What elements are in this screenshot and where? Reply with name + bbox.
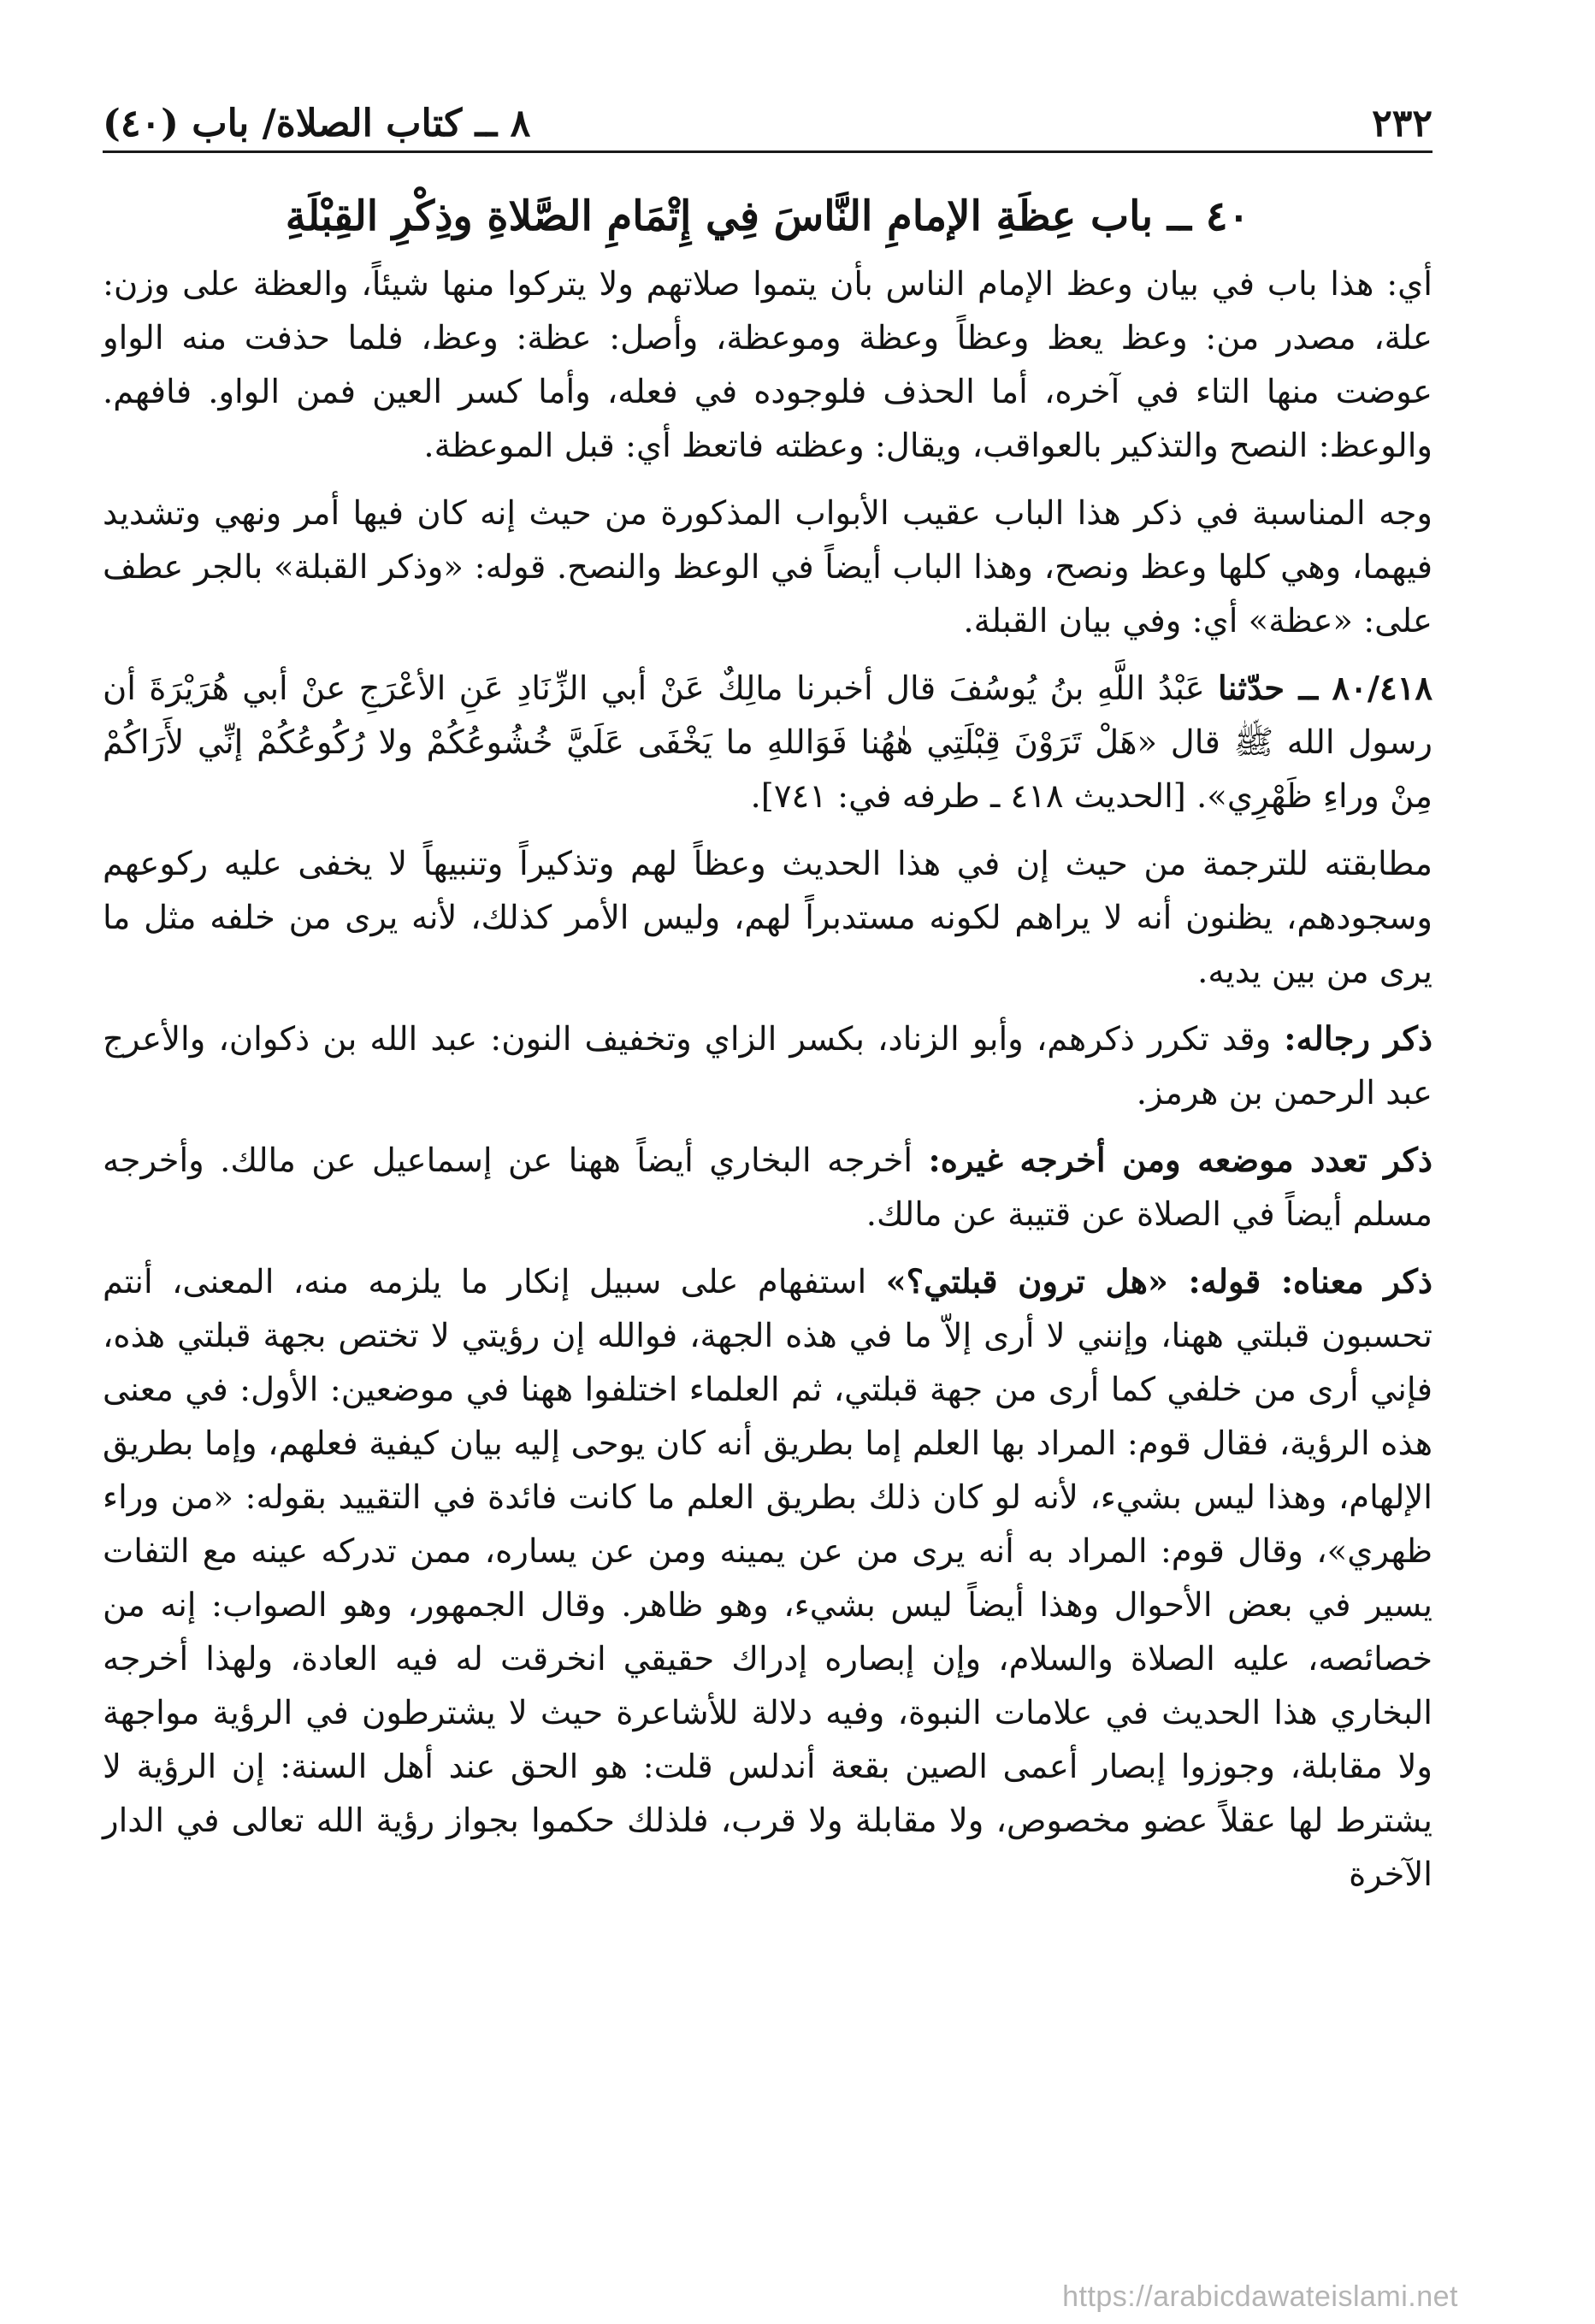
paragraph-meaning <box>103 1255 1433 1902</box>
paragraph-sources <box>103 1134 1433 1242</box>
paragraph-text: مطابقته للترجمة من حيث إن في هذا الحديث وعظاً لهم وتذكيراً وتنبيهاً لا يخفى عليه ركوعهم وسجودهم، يظنون أنه لا يراهم لكونه مستدبراً لهم، وليس الأمر كذلك، لأنه يرى من خلفه مثل ما يرى من بين يديه. <box>103 845 1433 991</box>
chapter-title: ٤٠ ــ باب عِظَةِ الإمامِ النَّاسَ فِي إِتْمَامِ الصَّلاةِ وذِكْرِ القِبْلَةِ <box>285 192 1250 240</box>
paragraph-text: استفهام على سبيل إنكار ما يلزمه منه، المعنى، أنتم تحسبون قبلتي ههنا، وإنني لا أرى إلاّ ما في هذه الجهة، فوالله إن رؤيتي لا تختص بجهة قبلتي هذه، فإني أرى من خلفي كما أرى من جهة قبلتي، ثم العلماء اختلفوا ههنا في موضعين: الأول: في معنى هذه الرؤية، فقال قوم: المراد بها العلم إما بطريق أنه كان يوحى إليه بيان كيفية فعلهم، وإما بطريق الإلهام، وهذا ليس بشيء، لأنه لو كان ذلك بطريق العلم ما كانت فائدة في التقييد بقوله: «من وراء ظهري»، وقال قوم: المراد به أنه يرى من عن يمينه ومن عن يساره، ممن تدركه عينه مع التفات يسير في بعض الأحوال وهذا أيضاً ليس بشيء، وهو ظاهر. وقال الجمهور، وهو الصواب: إنه من خصائصه، عليه الصلاة والسلام، وإن إبصاره إدراك حقيقي انخرقت له فيه العادة، ولهذا أخرجه البخاري هذا الحديث في علامات النبوة، وفيه دلالة للأشاعرة حيث لا يشترطون في الرؤية مواجهة ولا مقابلة، وجوزوا إبصار أعمى الصين بقعة أندلس قلت: هو الحق عند أهل السنة: إن الرؤية لا يشترط لها عقلاً عضو مخصوص، ولا مقابلة ولا قرب، فلذلك حكموا بجواز رؤية الله تعالى في الدار الآخرة <box>103 1263 1433 1894</box>
running-title: ٨ ــ كتاب الصلاة/ باب (٤٠) <box>103 102 531 145</box>
paragraph-correspondence <box>103 837 1433 999</box>
hadith-text: عَبْدُ اللَّهِ بنُ يُوسُفَ قال أخبرنا مالِكٌ عَنْ أبي الزِّنَادِ عَنِ الأعْرَجِ عنْ أبي هُرَيْرَةَ أن رسول الله ﷺ قال «هَلْ تَرَوْنَ قِبْلَتِي هٰهُنا فَوَاللهِ ما يَخْفَى عَلَيَّ خُشُوعُكُمْ ولا رُكُوعُكُمْ إنِّي لأَرَاكُمْ مِنْ وراءِ ظَهْرِي». [الحديث ٤١٨ ـ طرفه في: ٧٤١]. <box>103 669 1433 816</box>
paragraph-text: أي: هذا باب في بيان وعظ الإمام الناس بأن يتموا صلاتهم ولا يتركوا منها شيئاً، والعظة على وزن: علة، مصدر من: وعظ يعظ وعظاً وعظة وموعظة، وأصل: عظة: وعظ، فلما حذفت منه الواو عوضت منها التاء في آخره، أما الحذف فلوجوده في فعله، وأما كسر العين فمن الواو. فافهم. والوعظ: النصح والتذكير بالعواقب، ويقال: وعظته فاتعظ أي: قبل الموعظة. <box>103 265 1433 465</box>
hadith-number-lead: ٨٠/٤١٨ ــ حدّثنا <box>1217 669 1433 708</box>
section-heading: ذكر رجاله: <box>1284 1020 1433 1059</box>
paragraph-text: أخرجه البخاري أيضاً ههنا عن إسماعيل عن مالك. وأخرجه مسلم أيضاً في الصلاة عن قتيبة عن مالك. <box>103 1141 1433 1234</box>
page-number: ٢٣٢ <box>1372 102 1433 145</box>
page-header <box>103 86 1433 145</box>
paragraph-definition <box>103 257 1433 473</box>
paragraph-text: وقد تكرر ذكرهم، وأبو الزناد، بكسر الزاي وتخفيف النون: عبد الله بن ذكوان، والأعرج عبد الرحمن بن هرمز. <box>103 1020 1433 1112</box>
section-heading: ذكر معناه: قوله: «هل ترون قبلتي؟» <box>885 1263 1433 1301</box>
hadith-paragraph <box>103 662 1433 823</box>
header-rule <box>103 150 1433 153</box>
paragraph-text: وجه المناسبة في ذكر هذا الباب عقيب الأبواب المذكورة من حيث إنه كان فيها أمر ونهي وتشديد فيهما، وهي كلها وعظ ونصح، وهذا الباب أيضاً في الوعظ والنصح. قوله: «وذكر القبلة» بالجر عطف على: «عظة» أي: وفي بيان القبلة. <box>103 494 1433 640</box>
book-page <box>103 86 1433 1915</box>
paragraph-relevance <box>103 487 1433 648</box>
paragraph-narrators <box>103 1012 1433 1120</box>
watermark-url: https://arabicdawateislami.net <box>1062 2280 1458 2313</box>
section-heading: ذكر تعدد موضعه ومن أخرجه غيره: <box>928 1141 1433 1180</box>
